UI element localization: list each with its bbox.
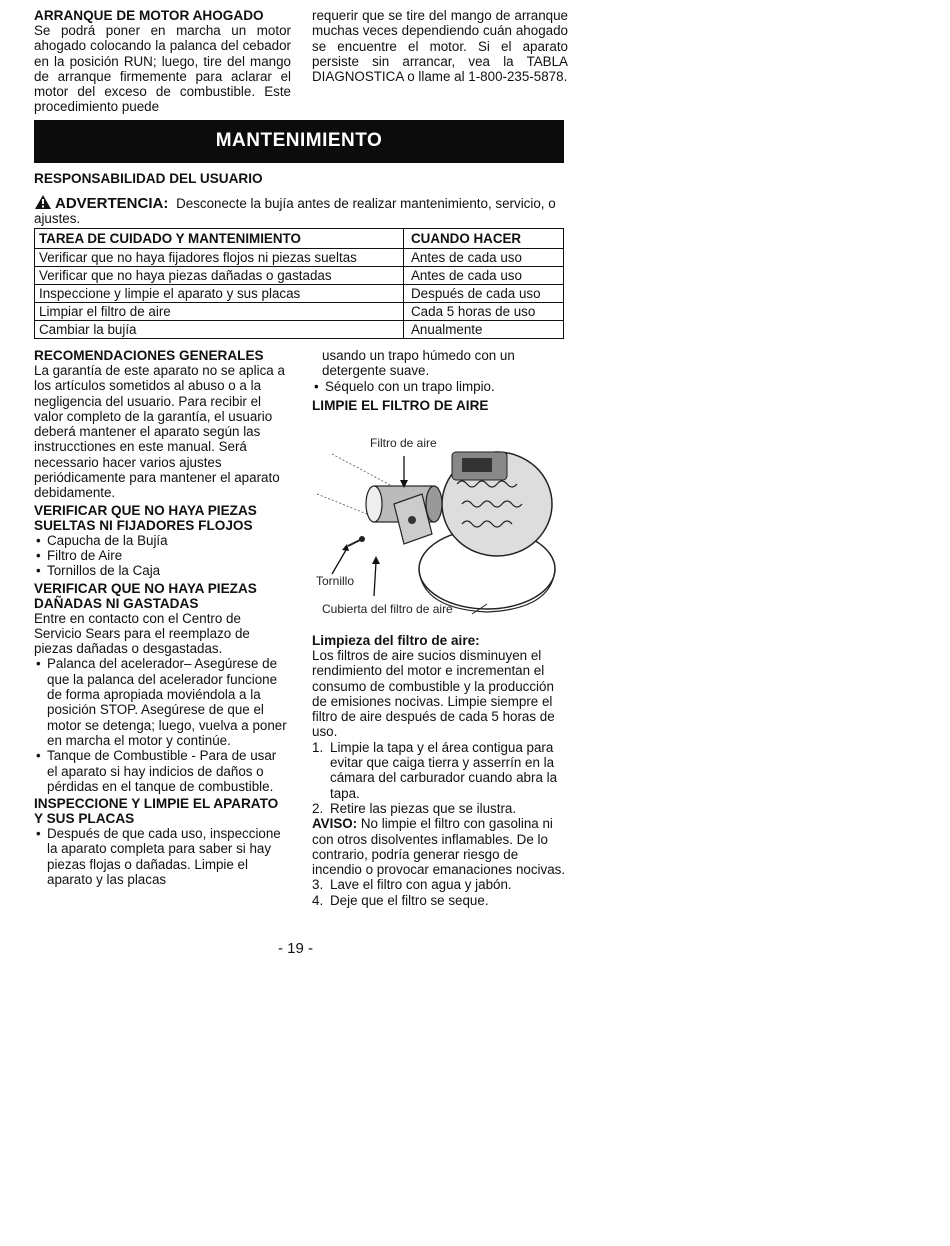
table-row	[35, 249, 564, 267]
air-filter-heading: LIMPIE EL FILTRO DE AIRE	[312, 397, 489, 413]
filter-label: Filtro de aire	[370, 436, 437, 450]
list-item	[312, 801, 568, 816]
left-column	[34, 348, 290, 887]
step-number: 2.	[312, 800, 324, 816]
list-item: • Tanque de Combustible - Para de usar el aparato si hay indicios de daños o pérdidas en el tanque de combustible.	[34, 748, 290, 794]
list-item: • Tornillos de la Caja	[34, 563, 290, 578]
table-cell-when: Anualmente	[404, 321, 564, 339]
table-cell-task: Inspeccione y limpie el aparato y sus placas	[35, 285, 404, 303]
warning-label: ADVERTENCIA:	[55, 195, 169, 212]
list-item	[312, 893, 568, 908]
cleaning-steps-a	[312, 740, 568, 816]
drying-list	[312, 379, 568, 394]
air-filter-drawing	[312, 424, 562, 624]
list-item	[312, 877, 568, 892]
list-item	[312, 740, 568, 801]
general-recommendations-text: La garantía de este aparato no se aplica a los artículos sometidos al abuso o a la negligencia del usuario. Para recibir el valor completo de la garantía, el usuario deberá mantener el aparato según las instrucctiones en este manual. Será necessario hacer varios ajustes periódicamente para mantener el aparato debidamente.	[34, 363, 285, 501]
right-column-bottom	[312, 633, 568, 908]
flooded-engine-section	[34, 8, 291, 115]
table-row	[35, 321, 564, 339]
maintenance-banner	[34, 120, 564, 163]
flooded-engine-heading: ARRANQUE DE MOTOR AHOGADO	[34, 8, 264, 23]
maintenance-title: MANTENIMIENTO	[215, 130, 383, 151]
list-item: • Después de que cada uso, inspeccione la aparato completa para saber si hay piezas flojas o dañadas. Limpie el aparato y las placas	[34, 826, 290, 887]
verify-damaged-heading: VERIFICAR QUE NO HAYA PIEZAS DAÑADAS NI GASTADAS	[34, 580, 257, 611]
cleaning-continued-text: usando un trapo húmedo con un detergente suave.	[322, 348, 515, 379]
table-row	[35, 267, 564, 285]
list-item: • Séquelo con un trapo limpio.	[312, 379, 568, 394]
step-text: Deje que el filtro se seque.	[330, 892, 489, 908]
cleaning-steps-b	[312, 877, 568, 908]
air-filter-illustration	[312, 424, 562, 624]
table-cell-when: Cada 5 horas de uso	[404, 303, 564, 321]
table-cell-task: Limpiar el filtro de aire	[35, 303, 404, 321]
table-row	[35, 285, 564, 303]
table-cell-task: Cambiar la bujía	[35, 321, 404, 339]
notice-paragraph	[312, 816, 568, 877]
notice-text: No limpie el filtro con gasolina ni con otros disolventes inflamables. De lo contrario, podría generar riesgo de incendio o provocar emanaciones nocivas.	[312, 816, 566, 878]
notice-label: AVISO:	[312, 816, 358, 832]
verify-loose-list	[34, 533, 290, 579]
table-header-task: TAREA DE CUIDADO Y MANTENIMIENTO	[35, 229, 404, 249]
table-cell-when: Antes de cada uso	[404, 267, 564, 285]
warning-notice	[34, 194, 574, 226]
cover-label: Cubierta del filtro de aire	[322, 602, 453, 616]
verify-loose-heading: VERIFICAR QUE NO HAYA PIEZAS SUELTAS NI FIJADORES FLOJOS	[34, 502, 257, 533]
air-filter-cleaning-heading: Limpieza del filtro de aire:	[312, 633, 480, 648]
user-responsibility-heading: RESPONSABILIDAD DEL USUARIO	[34, 171, 263, 186]
step-text: Retire las piezas que se ilustra.	[330, 800, 517, 816]
list-item: • Capucha de la Bujía	[34, 533, 290, 548]
table-cell-when: Después de cada uso	[404, 285, 564, 303]
air-filter-cleaning-text: Los filtros de aire sucios disminuyen el rendimiento del motor e incrementan el consumo de combustible y la producción de emisiones nocivas. Limpie siempre el filtro de aire después de cada 5 horas de uso.	[312, 648, 555, 740]
flooded-engine-text: Se podrá poner en marcha un motor ahogado colocando la palanca del cebador en la posición RUN; luego, tire del mango de arranque firmemente para aclarar el motor del exceso de combustible. Este procedimiento puede	[34, 23, 291, 115]
inspect-clean-list	[34, 826, 290, 887]
list-item: • Filtro de Aire	[34, 548, 290, 563]
page-number: - 19 -	[278, 940, 314, 957]
general-recommendations-heading: RECOMENDACIONES GENERALES	[34, 348, 264, 363]
verify-damaged-text: Entre en contacto con el Centro de Servicio Sears para el reemplazo de piezas dañadas o desgastadas.	[34, 610, 250, 657]
table-cell-when: Antes de cada uso	[404, 249, 564, 267]
table-cell-task: Verificar que no haya fijadores flojos ni piezas sueltas	[35, 249, 404, 267]
warning-text: Desconecte la bujía antes de realizar mantenimiento, servicio, o ajustes.	[34, 196, 556, 226]
warning-triangle-icon	[34, 194, 52, 210]
maintenance-table	[34, 228, 564, 339]
inspect-clean-heading: INSPECCIONE Y LIMPIE EL APARATO Y SUS PLACAS	[34, 796, 279, 827]
step-number: 3.	[312, 877, 324, 893]
screw-label: Tornillo	[316, 574, 355, 588]
step-text: Limpie la tapa y el área contigua para evitar que caiga tierra y asserrín en la cámara del carburador cuando abra la tapa.	[330, 739, 558, 801]
table-header-when: CUANDO HACER	[404, 229, 564, 249]
table-cell-task: Verificar que no haya piezas dañadas o gastadas	[35, 267, 404, 285]
table-header-row	[35, 229, 564, 249]
table-row	[35, 303, 564, 321]
step-number: 1.	[312, 739, 324, 755]
list-item: • Palanca del acelerador– Asegúrese de que la palanca del acelerador funcione de forma apropiada moviéndola a la posición STOP. Asegúrese de que el motor se detenga; luego, vuelva a poner en marcha el motor y continúe.	[34, 656, 290, 748]
flooded-engine-continued-text: requerir que se tire del mango de arranque muchas veces dependiendo cuán ahogado se encuentre el motor. Si el aparato persiste sin arrancar, vea la TABLA DIAGNOSTICA o llame al 1-800-235-5878.	[312, 8, 568, 85]
right-column-top	[312, 348, 568, 413]
step-number: 4.	[312, 892, 324, 908]
flooded-engine-continued	[312, 8, 568, 84]
verify-damaged-list	[34, 656, 290, 794]
step-text: Lave el filtro con agua y jabón.	[330, 877, 512, 893]
